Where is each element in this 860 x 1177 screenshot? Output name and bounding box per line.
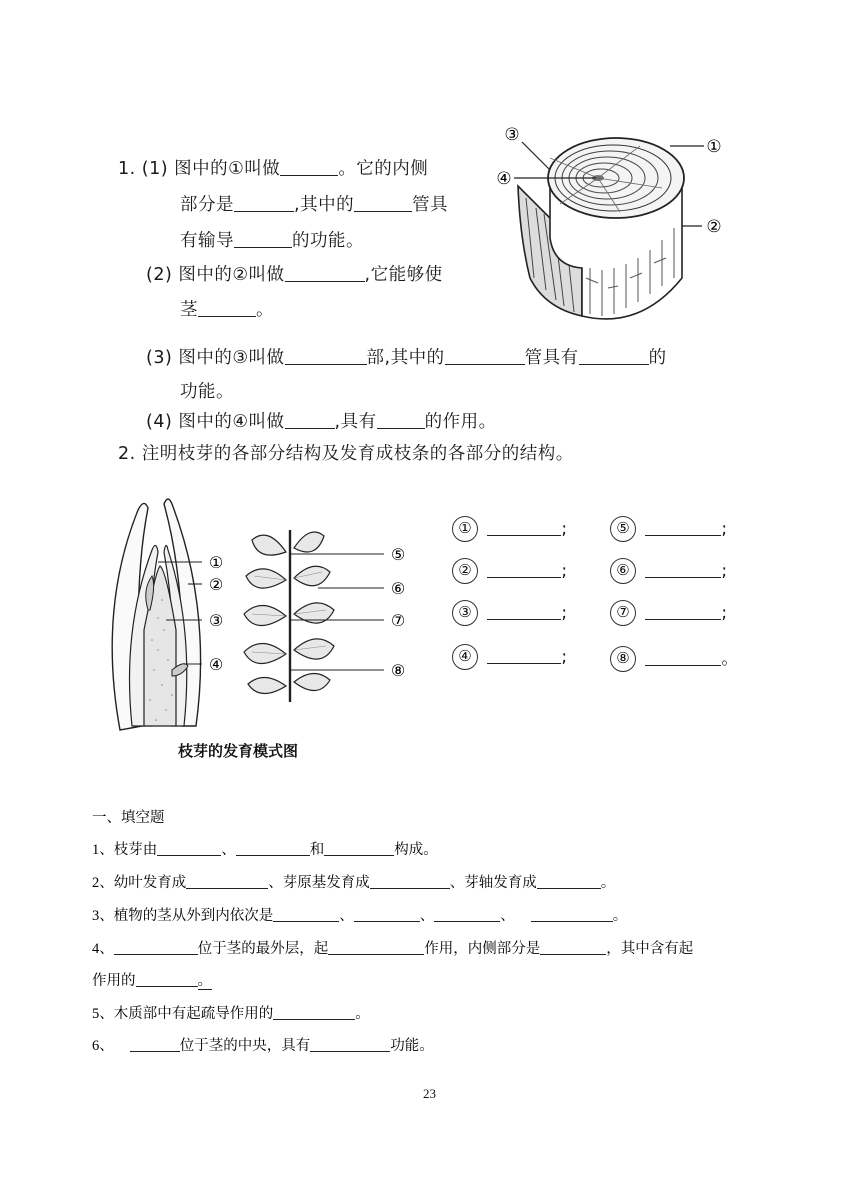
answer-row-8 — [610, 644, 738, 672]
fill-line-4b — [92, 969, 212, 990]
q1-1-text-b: 。它的内侧 — [338, 159, 429, 179]
fill-text: 、 — [500, 908, 515, 924]
bud-label-1: ① — [208, 553, 224, 572]
stem-label-2: ② — [706, 217, 722, 237]
fill-text: 位于茎的中央，具有 — [179, 1038, 311, 1054]
fill-text: 位于茎的最外层，起 — [197, 941, 329, 957]
bud-label-4: ④ — [208, 655, 224, 674]
blank[interactable] — [354, 907, 420, 923]
branch-illustration — [238, 520, 418, 710]
fill-text: 4、 — [92, 941, 114, 957]
answer-sep: ; — [721, 519, 728, 539]
fill-text: 6、 — [92, 1038, 114, 1054]
answer-blank-4[interactable] — [487, 646, 561, 664]
q1-1-text-f: 有输导 — [180, 231, 234, 251]
fill-line-4 — [92, 937, 693, 958]
stem-label-3: ③ — [504, 125, 520, 145]
blank[interactable] — [285, 411, 335, 430]
answer-row-4 — [452, 644, 567, 670]
fill-line-5 — [92, 1002, 370, 1023]
blank[interactable] — [370, 874, 450, 890]
bud-label-7: ⑦ — [390, 611, 406, 630]
fill-text: 功能。 — [390, 1038, 434, 1054]
blank[interactable] — [434, 907, 500, 923]
answer-blank-7[interactable] — [645, 602, 721, 620]
answer-blank-3[interactable] — [487, 602, 561, 620]
q1-1-text-c: 部分是 — [180, 195, 234, 215]
fill-line-6 — [92, 1034, 434, 1055]
fill-text: 。 — [355, 1006, 370, 1022]
fill-text: 1、枝芽由 — [92, 842, 158, 858]
q1-1-text-a: 1. (1) 图中的①叫做 — [118, 159, 281, 179]
blank[interactable] — [377, 411, 425, 430]
page-number: 23 — [423, 1086, 436, 1101]
fill-text: 。 — [600, 875, 616, 891]
blank[interactable] — [445, 347, 525, 366]
answer-sep: ; — [561, 519, 568, 539]
q1-1-text-e: 管具 — [412, 195, 449, 215]
q1-2-line2 — [180, 296, 274, 321]
fill-text: 2、幼叶发育成 — [92, 875, 187, 891]
blank[interactable] — [236, 841, 310, 857]
fill-text: 、 — [419, 908, 435, 924]
blank[interactable] — [157, 841, 221, 857]
q1-1-text-d: ,其中的 — [294, 195, 355, 215]
blank[interactable] — [114, 940, 198, 956]
blank[interactable] — [273, 1005, 355, 1021]
blank[interactable] — [285, 347, 367, 366]
q1-4-line — [146, 408, 497, 433]
fill-line-2 — [92, 871, 615, 892]
answer-num-4: ④ — [452, 644, 478, 670]
blank[interactable] — [540, 940, 606, 956]
fill-text: 和 — [309, 842, 325, 858]
q1-1-line2 — [180, 191, 448, 216]
fill-text: 、芽轴发育成 — [449, 875, 537, 891]
q1-3-text-c: 管具有 — [524, 348, 579, 368]
q1-3-line1 — [146, 344, 667, 369]
blank[interactable] — [579, 347, 649, 366]
answer-num-2: ② — [452, 558, 478, 584]
bud-label-2: ② — [208, 575, 224, 594]
answer-sep: ; — [721, 603, 728, 623]
blank[interactable] — [130, 1037, 180, 1053]
answer-row-6 — [610, 558, 727, 584]
fill-text: 3、植物的茎从外到内依次是 — [92, 908, 274, 924]
blank[interactable] — [186, 874, 268, 890]
answer-row-5 — [610, 516, 727, 542]
blank[interactable] — [537, 874, 601, 890]
q1-3-text-a: (3) 图中的③叫做 — [146, 348, 285, 368]
fill-text: 作用的 — [92, 973, 136, 989]
q1-3-text-d: 的 — [648, 348, 667, 368]
answer-num-7: ⑦ — [610, 600, 636, 626]
q1-2-text-b: ,它能够使 — [364, 265, 443, 285]
answer-sep: 。 — [721, 649, 739, 669]
answer-blank-8[interactable] — [645, 648, 721, 666]
q1-4-text-b: ,具有 — [334, 412, 377, 432]
q1-2-text-c: 茎 — [180, 300, 198, 320]
stem-cross-section-illustration — [490, 118, 740, 328]
bud-label-3: ③ — [208, 611, 224, 630]
section-title: 一、填空题 — [92, 810, 165, 826]
fill-text: 。 — [612, 908, 628, 924]
bud-label-6: ⑥ — [390, 579, 406, 598]
answer-blank-5[interactable] — [645, 518, 721, 536]
answer-row-3 — [452, 600, 567, 626]
fill-text: 5、木质部中有起疏导作用的 — [92, 1006, 274, 1022]
answer-sep: ; — [561, 603, 568, 623]
q1-2-line1 — [146, 261, 443, 286]
answer-num-1: ① — [452, 516, 478, 542]
blank[interactable] — [234, 230, 292, 249]
answer-num-3: ③ — [452, 600, 478, 626]
answer-num-6: ⑥ — [610, 558, 636, 584]
answer-num-8: ⑧ — [610, 646, 636, 672]
fill-text: 作用，内侧部分是 — [424, 941, 541, 957]
fill-text: 构成。 — [394, 842, 438, 858]
q2-line — [118, 440, 574, 465]
q1-4-text-c: 的作用。 — [424, 412, 497, 432]
blank[interactable] — [324, 841, 394, 857]
figure-caption: 枝芽的发育模式图 — [178, 742, 299, 760]
q1-1-text-g: 的功能。 — [292, 231, 364, 251]
stem-label-4: ④ — [496, 169, 512, 189]
answer-sep: ; — [721, 561, 728, 581]
answer-sep: ; — [561, 561, 568, 581]
answer-row-1 — [452, 516, 567, 542]
blank[interactable] — [198, 299, 256, 318]
stem-label-1: ① — [706, 137, 722, 157]
blank[interactable] — [234, 194, 294, 213]
blank[interactable] — [328, 940, 424, 956]
fill-text: ，其中含有起 — [606, 941, 694, 957]
answer-row-2 — [452, 558, 567, 584]
fill-text: 、 — [221, 842, 236, 858]
answer-blank-1[interactable] — [487, 518, 561, 536]
answer-num-5: ⑤ — [610, 516, 636, 542]
bud-label-8: ⑧ — [390, 661, 406, 680]
answer-blank-2[interactable] — [487, 560, 561, 578]
fill-line-1 — [92, 838, 438, 859]
blank[interactable] — [531, 907, 613, 923]
bud-label-5: ⑤ — [390, 545, 406, 564]
q1-3-text-e: 功能。 — [180, 382, 234, 402]
fill-text: 、 — [339, 908, 354, 924]
q1-4-text-a: (4) 图中的④叫做 — [146, 412, 285, 432]
blank[interactable] — [136, 972, 198, 988]
q1-1-line1 — [118, 155, 428, 180]
blank[interactable] — [310, 1037, 390, 1053]
answer-blank-6[interactable] — [645, 560, 721, 578]
blank[interactable] — [280, 158, 338, 177]
q1-2-text-d: 。 — [256, 300, 274, 320]
fill-text: 。 — [197, 973, 212, 989]
fill-line-3 — [92, 904, 627, 925]
q1-3-line2 — [180, 378, 234, 403]
fill-text: 、芽原基发育成 — [268, 875, 370, 891]
q1-1-line3 — [180, 227, 364, 252]
answer-sep: ; — [561, 647, 568, 667]
q1-3-text-b: 部,其中的 — [366, 348, 445, 368]
bud-section-illustration — [92, 490, 242, 740]
q1-2-text-a: (2) 图中的②叫做 — [146, 265, 285, 285]
blank[interactable] — [285, 264, 365, 283]
blank[interactable] — [273, 907, 339, 923]
answer-row-7 — [610, 600, 727, 626]
q2-text: 2. 注明枝芽的各部分结构及发育成枝条的各部分的结构。 — [118, 444, 574, 464]
blank[interactable] — [354, 194, 412, 213]
